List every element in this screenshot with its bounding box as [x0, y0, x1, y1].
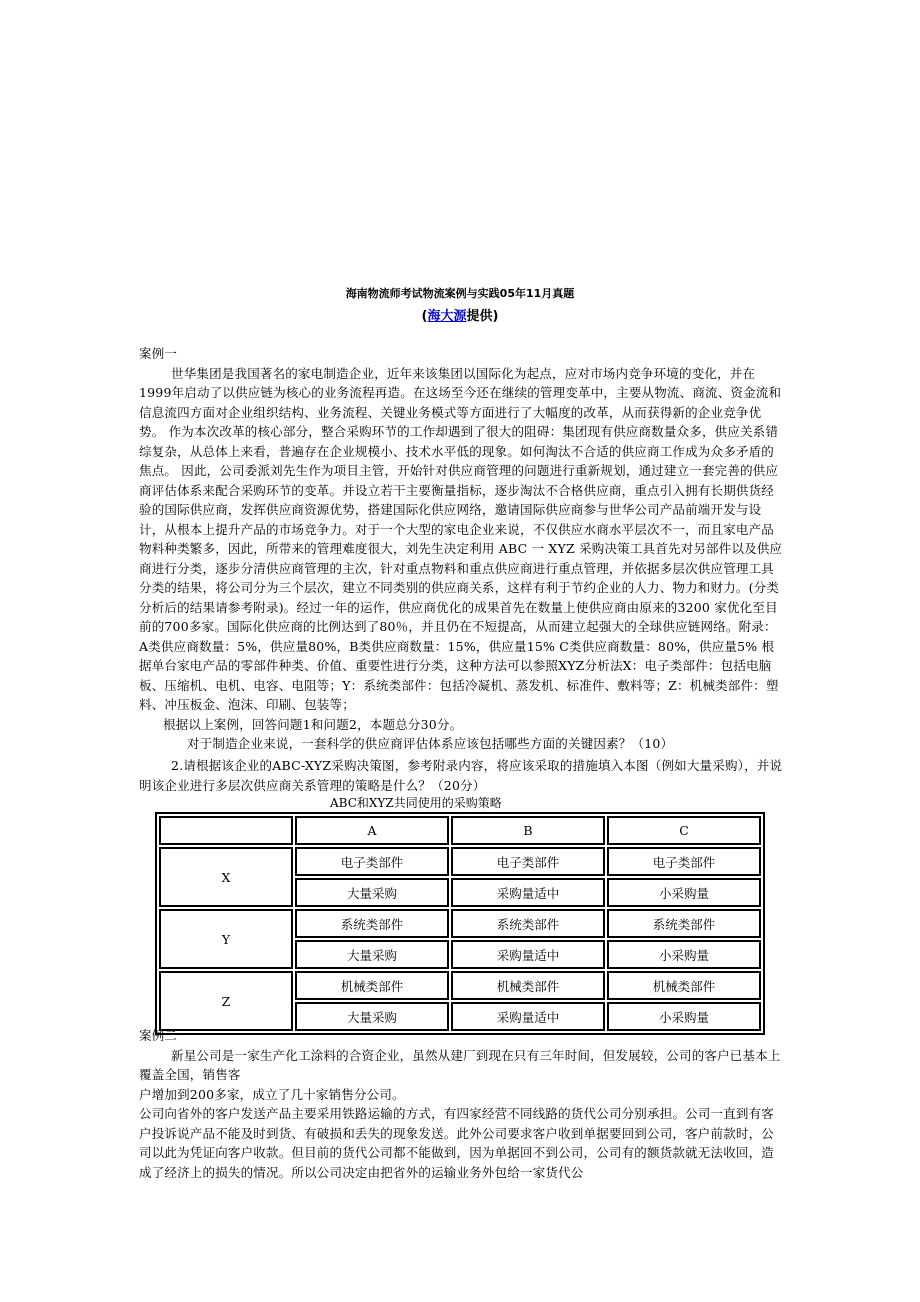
case1-question2: 2.请根据该企业的ABC-XYZ采购决策图，参考附录内容，将应该采取的措施填入本图（例如大量采购），并说明该企业进行多层次供应商关系管理的策略是什么？（20分） — [139, 758, 783, 793]
table-cell: 大量采购 — [295, 940, 449, 969]
row-label-y: Y — [159, 909, 293, 969]
case2-paragraph-2: 公司向省外的客户发送产品主要采用铁路运输的方式，有四家经营不同线路的货代公司分别承担。公司一直到有客户投诉说产品不能及时到货、有破损和丢失的现象发送。此外公司要求客户收到单据要回到公司，客户前款时，公司以此为凭证向客户收款。但目前的货代公司都不能做到，因为单据回不到公司，公司有的额货款就无法收回，造成了经济上的损失的情况。所以公司决定由把省外的运输业务外包给一家货代公 — [139, 1106, 775, 1180]
case1-heading: 案例一 — [139, 346, 178, 361]
row-label-z: Z — [159, 971, 293, 1031]
col-header-b: B — [451, 816, 605, 845]
case2-paragraph-1: 新星公司是一家生产化工涂料的合资企业，虽然从建厂到现在只有三年时间，但发展较，公司的客户已基本上覆盖全国，销售客 — [139, 1047, 781, 1082]
provider-link[interactable]: 海大源 — [427, 309, 467, 324]
case1-section — [139, 344, 784, 754]
case1-instructions: 根据以上案例，回答问题1和问题2，本题总分30分。 — [163, 716, 463, 732]
table-row — [159, 909, 761, 938]
abc-xyz-table — [155, 812, 765, 1035]
table-cell: 系统类部件 — [607, 909, 761, 938]
table-cell: 机械类部件 — [295, 971, 449, 1000]
col-header-c: C — [607, 816, 761, 845]
table-cell: 电子类部件 — [451, 847, 605, 876]
provider-close: 提供) — [466, 309, 499, 324]
table-cell: 采购量适中 — [451, 878, 605, 907]
table-corner-cell — [159, 816, 293, 845]
table-cell: 小采购量 — [607, 1002, 761, 1031]
case1-question1: 对于制造企业来说，一套科学的供应商评估体系应该包括哪些方面的关键因素？（10） — [187, 736, 674, 751]
col-header-a: A — [295, 816, 449, 845]
table-row — [159, 847, 761, 876]
table-cell: 小采购量 — [607, 940, 761, 969]
provider-open: ( — [421, 309, 428, 324]
table-cell: 电子类部件 — [607, 847, 761, 876]
table-cell: 大量采购 — [295, 878, 449, 907]
case1-question2-block — [139, 756, 784, 795]
table-cell: 电子类部件 — [295, 847, 449, 876]
table-cell: 采购量适中 — [451, 1002, 605, 1031]
table-cell: 机械类部件 — [451, 971, 605, 1000]
table-row — [159, 971, 761, 1000]
document-subtitle — [0, 305, 920, 324]
row-label-x: X — [159, 847, 293, 907]
table-cell: 大量采购 — [295, 1002, 449, 1031]
case2-paragraph-1-cont: 户增加到200多家，成立了几十家销售分公司。 — [139, 1086, 405, 1102]
case2-heading: 案例二 — [139, 1028, 178, 1043]
table-cell: 采购量适中 — [451, 940, 605, 969]
table-cell: 小采购量 — [607, 878, 761, 907]
table-cell: 系统类部件 — [295, 909, 449, 938]
table-cell: 系统类部件 — [451, 909, 605, 938]
case2-section — [139, 1026, 784, 1182]
document-title: 海南物流师考试物流案例与实践05年11月真题 — [345, 287, 575, 300]
table-cell: 机械类部件 — [607, 971, 761, 1000]
table-header-row — [159, 816, 761, 845]
case1-paragraph: 世华集团是我国著名的家电制造企业，近年来该集团以国际化为起点，应对市场内竞争环境的变化，并在1999年启动了以供应链为核心的业务流程再造。在这场至今还在继续的管理变革中，主要从物流、商流、资金流和信息流四方面对企业组织结构、业务流程、关键业务模式等方面进行了大幅度的改革，从而获得新的企业竞争优势。 作为本次改革的核心部分，整合采购环节的工作却遇到了很大的阻碍：集团现有供应商数量众多，供应关系错综复杂，从总体上来看，普遍存在企业规模小、技术水平低的现象。如何淘汰不合适的供应商工作成为众多矛盾的焦点。 因此，公司委派刘先生作为项目主管，开始针对供应商管理的问题进行重新规划，通过建立一套完善的供应商评估体系来配合采购环节的变革。并设立若干主要衡量指标，逐步淘汰不合格供应商，重点引入拥有长期供货经验的国际供应商，发挥供应商资源优势，搭建国际化供应网络，邀请国际供应商参与世华公司产品前端开发与设计，从根本上提升产品的市场竞争力。对于一个大型的家电企业来说，不仅供应水商水平层次不一，而且家电产品物料种类繁多，因此，所带来的管理难度很大，刘先生决定利用 ABC 一 XYZ 采购决策工具首先对另部件以及供应商进行分类，逐步分清供应商管理的主次，针对重点物料和重点供应商进行重点管理，并依据多层次供应管理工具分类的结果，将公司分为三个层次，建立不同类别的供应商关系，这样有利于节约企业的人力、物力和财力。(分类分析后的结果请参考附录)。经过一年的运作，供应商优化的成果首先在数量上使供应商由原来的3200 家优化至目前的700多家。国际化供应商的比例达到了80％，并且仍在不短提高，从而建立起强大的全球供应链网络。附录：A类供应商数量：5%，供应量80%，B类供应商数量：15%，供应量15% C类供应商数量：80%，供应量5% 根据单台家电产品的零部件种类、价值、重要性进行分类，这种方法可以参照XYZ分析法X：电子类部件：包括电脑板、压缩机、电机、电容、电阻等；Y：系统类部件：包括冷凝机、蒸发机、标准件、敷料等；Z：机械类部件：塑料、冲压板金、泡沫、印刷、包装等； — [139, 365, 783, 712]
table-caption: ABC和XYZ共同使用的采购策略 — [330, 796, 502, 810]
